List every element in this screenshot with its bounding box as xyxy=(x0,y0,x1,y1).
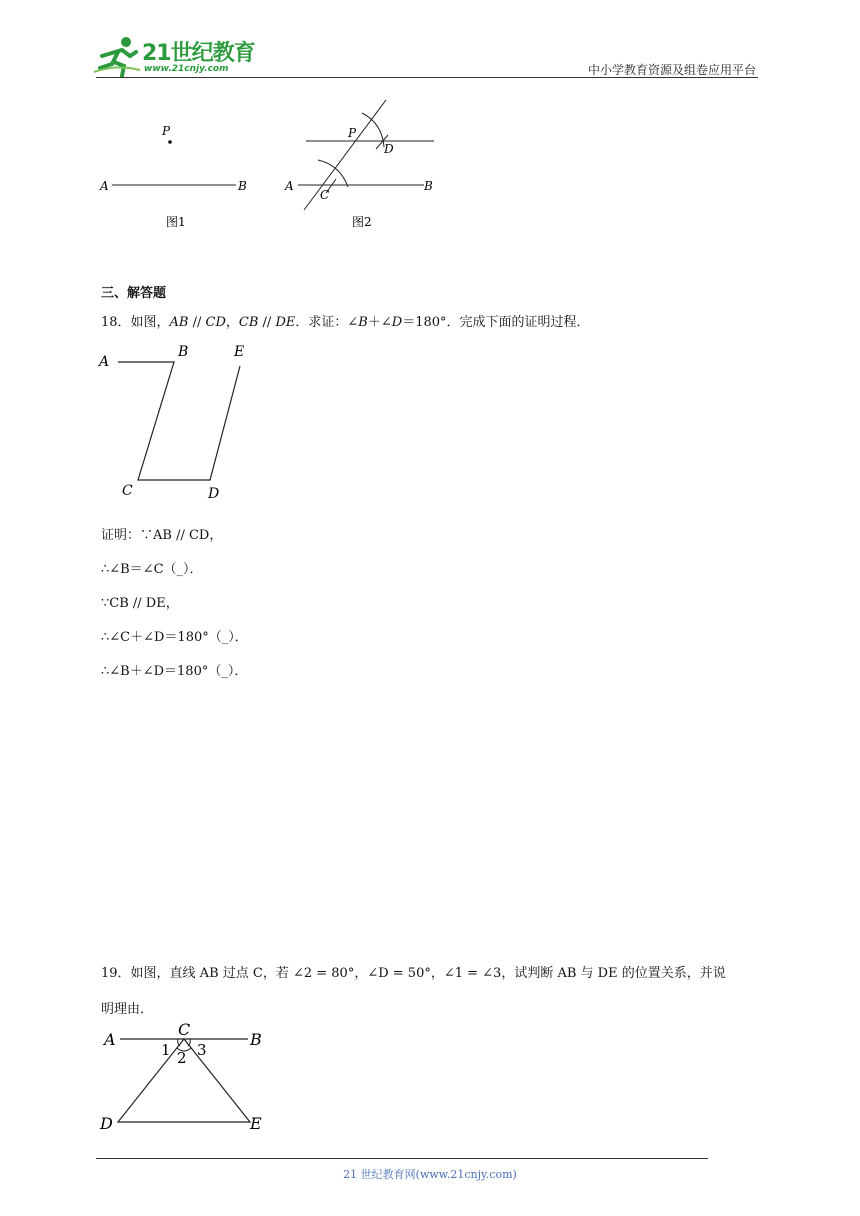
q18-parallel-1: // xyxy=(188,315,206,330)
q18-prove: ．求证：∠ xyxy=(295,315,359,330)
q19-label-d: D xyxy=(100,1114,113,1133)
q19-label-b: B xyxy=(250,1030,262,1049)
header-divider xyxy=(96,77,758,78)
label-a-2: A xyxy=(285,179,294,193)
q18-cd: CD xyxy=(205,315,226,330)
q18-proof-line-4: ∴∠C＋∠D＝180°（_）． xyxy=(101,630,248,645)
label-d-2: D xyxy=(384,142,394,156)
q19-text-line-1: 19．如图，直线 AB 过点 C，若 ∠2 = 80°，∠D = 50°，∠1 = ∠3，试判断 AB 与 DE 的位置关系，并说 xyxy=(101,966,726,981)
figure-2-caption: 图2 xyxy=(352,215,372,229)
q19-label-a: A xyxy=(104,1030,116,1049)
q18-angle-b: B xyxy=(358,315,368,330)
q18-ab: AB xyxy=(169,315,189,330)
q18-de: DE xyxy=(275,315,296,330)
point-p xyxy=(168,140,172,144)
label-b: B xyxy=(238,179,247,193)
section-title: 三、解答题 xyxy=(101,286,167,301)
label-a: A xyxy=(100,179,109,193)
q19-label-3: 3 xyxy=(197,1041,207,1059)
q18-label-b: B xyxy=(178,344,189,360)
q18-cb: CB xyxy=(238,315,259,330)
q18-label-d: D xyxy=(208,486,220,502)
q18-shape xyxy=(118,362,240,480)
q18-angle-d: D xyxy=(391,315,403,330)
q19-figure xyxy=(98,1020,278,1135)
q18-proof-line-2: ∴∠B＝∠C（_）． xyxy=(101,562,203,577)
figure-2 xyxy=(284,100,434,229)
q19-text-line-2: 明理由． xyxy=(101,1002,154,1017)
construction-figures xyxy=(90,95,450,235)
q18-proof-line-5: ∴∠B＋∠D＝180°（_）． xyxy=(101,664,248,679)
q18-statement xyxy=(101,311,590,330)
site-title: 中小学教育资源及组卷应用平台 xyxy=(587,63,756,77)
q19-label-1: 1 xyxy=(161,1041,171,1059)
q19-label-2: 2 xyxy=(177,1049,187,1067)
footer-text: 21 世纪教育网(www.21cnjy.com) xyxy=(343,1168,517,1181)
figure-1 xyxy=(99,124,247,229)
q18-number: 18．如图， xyxy=(101,315,170,330)
q18-label-c: C xyxy=(122,483,133,499)
q18-proof-line-3: ∵CB // DE， xyxy=(101,596,179,611)
logo-text: 21世纪教育 xyxy=(142,41,255,66)
label-b-2: B xyxy=(424,179,433,193)
label-p-2: P xyxy=(348,126,357,140)
footer-divider xyxy=(96,1158,708,1159)
q18-proof-line-1: 证明：∵AB // CD， xyxy=(101,528,223,543)
q18-rest: ＝180°．完成下面的证明过程． xyxy=(402,315,590,330)
site-logo xyxy=(92,34,262,78)
label-c-2: C xyxy=(320,188,330,202)
q19-label-e: E xyxy=(250,1114,262,1133)
label-p: P xyxy=(162,124,171,138)
runner-logo-icon xyxy=(92,34,142,78)
q18-plus: ＋∠ xyxy=(367,315,392,330)
q18-sep: ， xyxy=(225,315,239,330)
logo-url: www.21cnjy.com xyxy=(144,64,229,74)
q18-figure xyxy=(94,340,264,505)
transversal xyxy=(304,100,386,210)
q18-label-e: E xyxy=(234,344,245,360)
figure-1-caption: 图1 xyxy=(166,215,186,229)
q19-label-c: C xyxy=(178,1020,191,1039)
q18-label-a: A xyxy=(99,354,110,370)
q18-parallel-2: // xyxy=(258,315,276,330)
